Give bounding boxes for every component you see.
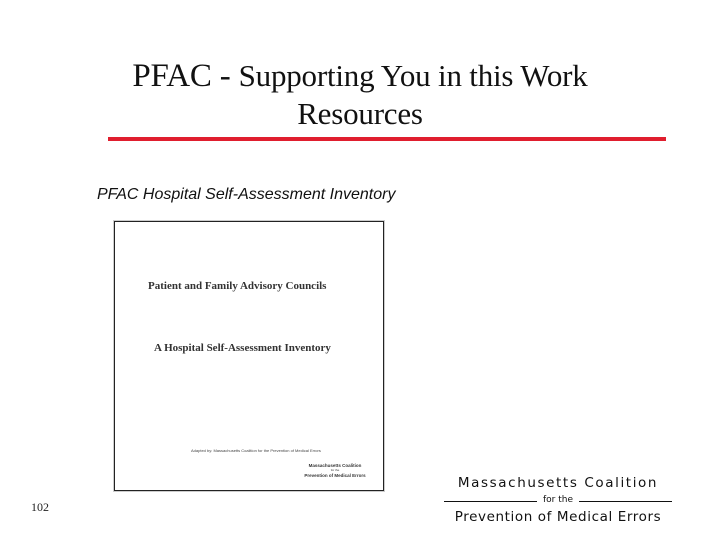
resource-caption: PFAC Hospital Self-Assessment Inventory (97, 186, 396, 203)
logo-line2: for the (542, 495, 573, 505)
slide-title-line2: Resources (297, 96, 423, 131)
logo-line3: Prevention of Medical Errors (454, 509, 662, 525)
document-subtitle: A Hospital Self-Assessment Inventory (154, 342, 331, 354)
document-adapted-by: Adapted by: Massachusetts Coalition for the Prevention of Medical Errors (191, 448, 321, 453)
document-logo (295, 463, 375, 478)
coalition-logo (444, 475, 672, 525)
document-cover-image (114, 221, 384, 491)
slide-title-lead: PFAC - (132, 58, 239, 94)
title-divider (108, 137, 666, 141)
document-logo-line2: for the (330, 468, 340, 472)
logo-divider (444, 494, 672, 508)
slide-title-rest: Supporting You in this Work (238, 58, 588, 93)
document-logo-line3: Prevention of Medical Errors (304, 473, 366, 478)
page-number: 102 (31, 500, 49, 514)
document-title: Patient and Family Advisory Councils (148, 280, 327, 292)
slide-title-line1 (0, 58, 720, 95)
document-logo-line1: Massachusetts Coalition (308, 463, 362, 468)
logo-line1: Massachusetts Coalition (457, 475, 659, 491)
